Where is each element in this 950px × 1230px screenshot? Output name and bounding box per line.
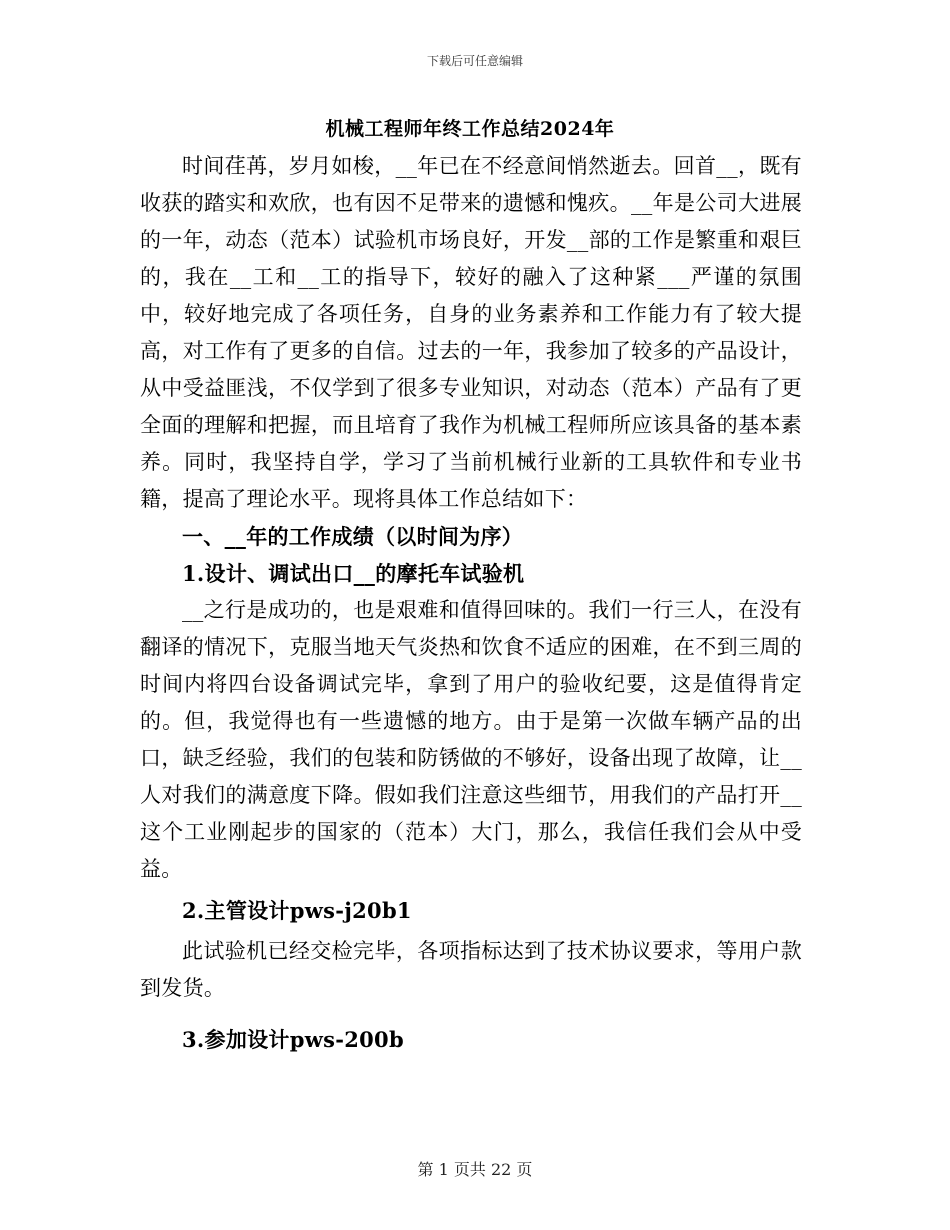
header-note: 下载后可任意编辑 [426, 54, 523, 68]
document-body [140, 148, 802, 1058]
item1-heading: 1.设计、调试出口__的摩托车试验机 [182, 561, 525, 586]
item2-paragraph: 此试验机已经交检完毕，各项指标达到了技术协议要求，等用户款到发货。 [140, 939, 802, 1000]
section-heading: 一、__年的工作成绩（以时间为序） [182, 524, 524, 549]
page-footer: 第 1 页共 22 页 [417, 1160, 533, 1179]
intro-paragraph: 时间荏苒，岁月如梭，__年已在不经意间悄然逝去。回首__，既有收获的踏实和欢欣，也有因不足带来的遗憾和愧疚。__年是公司大进展的一年，动态（范本）试验机市场良好，开发__部的工作是繁重和艰巨的，我在__工和__工的指导下，较好的融入了这种紧___严谨的氛围中，较好地完成了各项任务，自身的业务素养和工作能力有了较大提高，对工作有了更多的自信。过去的一年，我参加了较多的产品设计，从中受益匪浅，不仅学到了很多专业知识，对动态（范本）产品有了更全面的理解和把握，而且培育了我作为机械工程师所应该具备的基本素养。同时，我坚持自学，学习了当前机械行业新的工具软件和专业书籍，提高了理论水平。现将具体工作总结如下： [140, 154, 802, 511]
item1-paragraph: __之行是成功的，也是艰难和值得回味的。我们一行三人，在没有翻译的情况下，克服当地天气炎热和饮食不适应的困难，在不到三周的时间内将四台设备调试完毕，拿到了用户的验收纪要，这是值得肯定的。但，我觉得也有一些遗憾的地方。由于是第一次做车辆产品的出口，缺乏经验，我们的包装和防锈做的不够好，设备出现了故障，让__人对我们的满意度下降。假如我们注意这些细节，用我们的产品打开__这个工业刚起步的国家的（范本）大门，那么，我信任我们会从中受益。 [140, 598, 802, 881]
document-title: 机械工程师年终工作总结2024年 [325, 118, 615, 140]
item3-heading: 3.参加设计pws-200b [182, 1027, 404, 1052]
item2-heading: 2.主管设计pws-j20b1 [182, 898, 412, 923]
